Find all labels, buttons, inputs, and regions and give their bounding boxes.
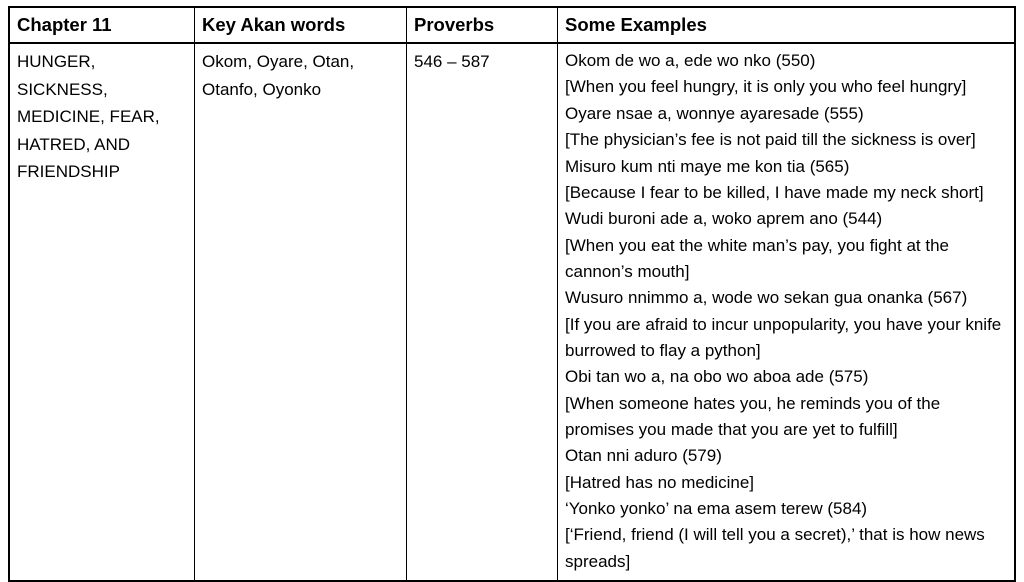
list-item: [Because I fear to be killed, I have made my neck short] bbox=[565, 182, 984, 202]
list-item: [If you are afraid to incur unpopularity, you have your knife burrowed to flay a python] bbox=[565, 314, 1002, 360]
cell-proverbs-range: 546 – 587 bbox=[407, 43, 558, 581]
table-header bbox=[9, 7, 1015, 43]
cell-key-akan-words: Okom, Oyare, Otan, Otanfo, Oyonko bbox=[195, 43, 407, 581]
list-item: Otan nni aduro (579) bbox=[565, 446, 722, 466]
list-item: Obi tan wo a, na obo wo aboa ade (575) bbox=[565, 367, 869, 387]
list-item: [‘Friend, friend (I will tell you a secret),’ that is how news spreads] bbox=[565, 525, 985, 571]
cell-chapter-topics: HUNGER, SICKNESS, MEDICINE, FEAR, HATRED, AND FRIENDSHIP bbox=[9, 43, 195, 581]
column-header-key-akan-words: Key Akan words bbox=[195, 7, 407, 43]
examples-list bbox=[565, 48, 1007, 575]
list-item: Wusuro nnimmo a, wode wo sekan gua onanka (567) bbox=[565, 288, 968, 308]
list-item: [Hatred has no medicine] bbox=[565, 472, 754, 492]
list-item: [When someone hates you, he reminds you of the promises you made that you are yet to fulfill] bbox=[565, 393, 941, 439]
cell-some-examples bbox=[558, 43, 1016, 581]
list-item: ‘Yonko yonko’ na ema asem terew (584) bbox=[565, 498, 868, 518]
list-item: Wudi buroni ade a, woko aprem ano (544) bbox=[565, 209, 883, 229]
table-row bbox=[9, 43, 1015, 581]
list-item: Misuro kum nti maye me kon tia (565) bbox=[565, 156, 850, 176]
list-item: Okom de wo a, ede wo nko (550) bbox=[565, 51, 816, 71]
column-header-chapter: Chapter 11 bbox=[9, 7, 195, 43]
column-header-some-examples: Some Examples bbox=[558, 7, 1016, 43]
table-body bbox=[9, 43, 1015, 581]
list-item: Oyare nsae a, wonnye ayaresade (555) bbox=[565, 103, 864, 123]
proverb-table bbox=[8, 6, 1016, 582]
list-item: [The physician’s fee is not paid till the sickness is over] bbox=[565, 130, 976, 150]
column-header-proverbs: Proverbs bbox=[407, 7, 558, 43]
list-item: [When you feel hungry, it is only you who feel hungry] bbox=[565, 77, 967, 97]
list-item: [When you eat the white man’s pay, you fight at the cannon’s mouth] bbox=[565, 235, 949, 281]
table-header-row bbox=[9, 7, 1015, 43]
